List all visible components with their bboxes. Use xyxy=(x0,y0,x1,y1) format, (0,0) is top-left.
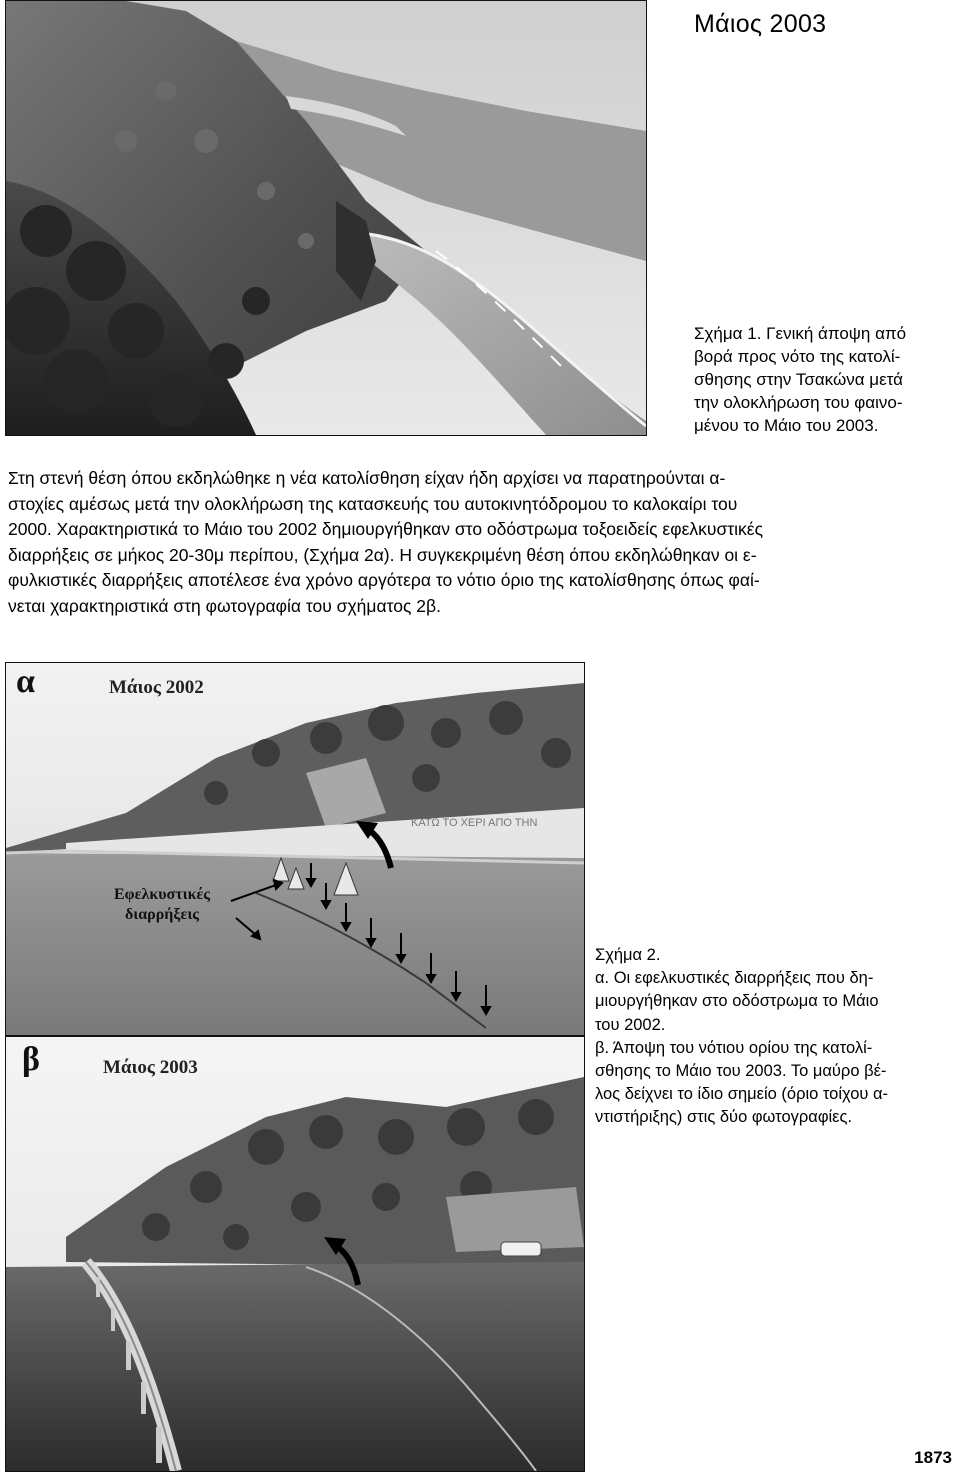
figure-1-photo xyxy=(5,0,647,436)
figure-2a-photo xyxy=(5,662,585,1036)
body-paragraph xyxy=(8,466,956,619)
caption-line: σθησης το Μάιο του 2003. Το μαύρο βέ- xyxy=(595,1062,887,1081)
figure-1-year-label: Μάιος 2003 xyxy=(694,10,827,38)
caption-line: Σχήμα 2. xyxy=(595,946,661,964)
crack-annotation-line: διαρρήξεις xyxy=(124,906,200,923)
figure-2b-date: Μάιος 2003 xyxy=(103,1057,198,1078)
caption-line: α. Οι εφελκυστικές διαρρήξεις που δη- xyxy=(595,969,874,988)
landslide-overview-image xyxy=(6,1,646,435)
caption-line: β. Άποψη του νότιου ορίου της κατολί- xyxy=(595,1038,873,1057)
figure-1-caption xyxy=(694,322,952,437)
figure-2b-letter: β xyxy=(22,1041,40,1078)
caption-line: την ολοκλήρωση του φαινο- xyxy=(694,393,903,412)
body-line: Στη στενή θέση όπου εκδηλώθηκε η νέα κατολίσθηση είχαν ήδη αρχίσει να παρατηρούνται α- xyxy=(8,468,726,488)
tension-cracks-image xyxy=(6,663,584,1035)
body-line: φυλκιστικές διαρρήξεις αποτέλεσε ένα χρόνο αργότερα το νότιο όριο της κατολίσθησης όπως φαί- xyxy=(8,570,760,590)
caption-line: βορά προς νότο της κατολί- xyxy=(694,347,901,366)
caption-line: ντιστήριξης) στις δύο φωτογραφίες. xyxy=(595,1108,853,1127)
body-line: 2000. Χαρακτηριστικά το Μάιο του 2002 δημιουργήθηκαν στο οδόστρωμα τοξοειδείς εφελκυστικές xyxy=(8,519,764,539)
figure-2-caption xyxy=(595,944,956,1130)
crack-annotation xyxy=(114,885,210,925)
body-line: διαρρήξεις σε μήκος 20-30μ περίπου, (Σχήμα 2α). Η συγκεκριμένη θέση όπου εκδηλώθηκαν οι ε- xyxy=(8,544,757,565)
body-line: στοχίες αμέσως μετά την ολοκλήρωση της κατασκευής του αυτοκινητόδρομου το καλοκαίρι του xyxy=(8,493,738,514)
body-line: νεται χαρακτηριστικά στη φωτογραφία του σχήματος 2β. xyxy=(8,595,441,616)
wall-graffiti-text: ΚΑΤΩ ΤΟ ΧΕΡΙ ΑΠΟ ΤΗΝ xyxy=(411,817,538,829)
caption-line: του 2002. xyxy=(595,1015,666,1034)
caption-line: μιουργήθηκαν στο οδόστρωμα το Μάιο xyxy=(595,992,879,1011)
crack-annotation-line: Εφελκυστικές xyxy=(114,886,211,903)
landslide-boundary-image xyxy=(6,1037,584,1471)
caption-line: Σχήμα 1. Γενική άποψη από xyxy=(694,324,907,343)
caption-line: μένου το Μάιο του 2003. xyxy=(694,416,879,435)
caption-line: σθησης στην Τσακώνα μετά xyxy=(694,370,903,389)
figure-2a-letter: α xyxy=(16,663,35,700)
figure-2a-date: Μάιος 2002 xyxy=(109,677,204,698)
figure-2b-photo xyxy=(5,1036,585,1472)
page-number: 1873 xyxy=(914,1448,952,1467)
caption-line: λος δείχνει το ίδιο σημείο (όριο τοίχου α- xyxy=(595,1085,889,1104)
